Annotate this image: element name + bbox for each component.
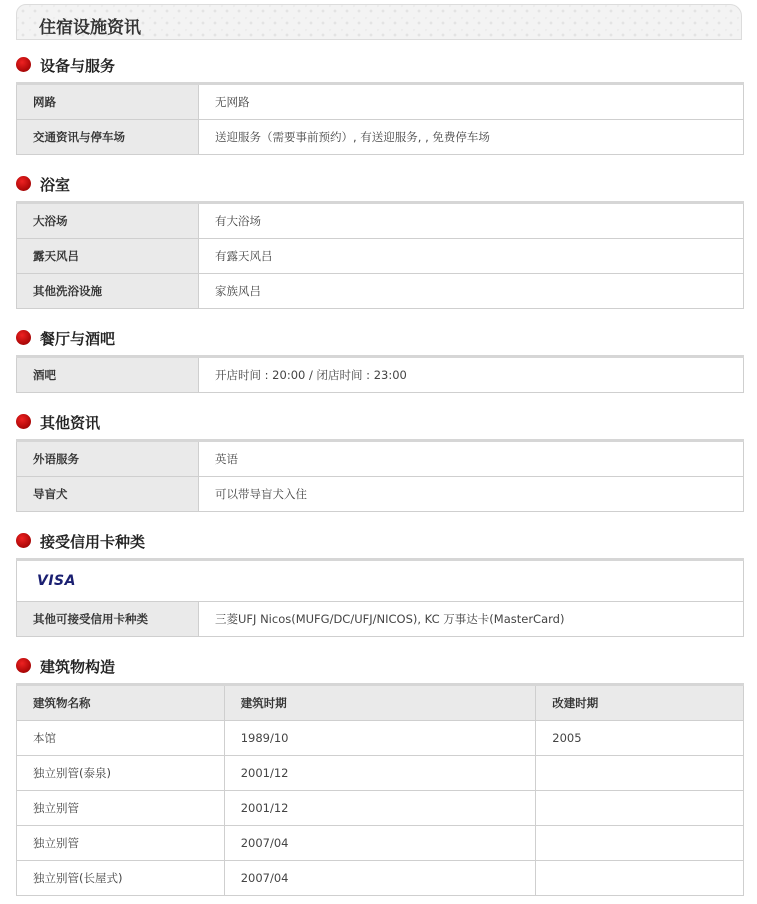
renovated-date	[536, 826, 744, 861]
building-name: 独立别管(泰泉)	[17, 756, 225, 791]
dining-table	[16, 355, 744, 393]
cards-table	[16, 558, 744, 637]
row-value: 三菱UFJ Nicos(MUFG/DC/UFJ/NICOS), KC 万事达卡(MasterCard)	[199, 602, 744, 637]
renovated-date	[536, 791, 744, 826]
built-date: 2001/12	[224, 791, 536, 826]
row-label: 其他可接受信用卡种类	[17, 602, 199, 637]
bullet-dot-icon	[16, 330, 31, 345]
row-value: 家族风吕	[199, 274, 744, 309]
building-name: 本馆	[17, 721, 225, 756]
column-header: 建筑时期	[224, 685, 536, 721]
bullet-dot-icon	[16, 533, 31, 548]
bullet-dot-icon	[16, 57, 31, 72]
bullet-dot-icon	[16, 658, 31, 673]
row-label: 网路	[17, 84, 199, 120]
row-value: 有露天风吕	[199, 239, 744, 274]
row-label: 其他洗浴设施	[17, 274, 199, 309]
table-row	[17, 861, 744, 896]
building-name: 独立别管(长屋式)	[17, 861, 225, 896]
row-label: 交通资讯与停车场	[17, 120, 199, 155]
table-row	[17, 721, 744, 756]
table-row	[17, 441, 744, 477]
row-label: 大浴场	[17, 203, 199, 239]
bullet-dot-icon	[16, 414, 31, 429]
table-row	[17, 84, 744, 120]
table-row	[17, 357, 744, 393]
row-value: 有大浴场	[199, 203, 744, 239]
page-title: 住宿设施资讯	[39, 18, 141, 38]
row-value: 英语	[199, 441, 744, 477]
section-title: 设备与服务	[40, 57, 116, 75]
table-row	[17, 560, 744, 602]
renovated-date	[536, 756, 744, 791]
table-row	[17, 826, 744, 861]
title-bar	[16, 4, 742, 40]
built-date: 2007/04	[224, 861, 536, 896]
section-title: 接受信用卡种类	[40, 533, 146, 551]
row-label: 外语服务	[17, 441, 199, 477]
row-label: 导盲犬	[17, 477, 199, 512]
section-title: 其他资讯	[40, 414, 101, 432]
table-row	[17, 756, 744, 791]
row-value: 送迎服务（需要事前预约）, 有送迎服务, , 免费停车场	[199, 120, 744, 155]
section-title: 餐厅与酒吧	[40, 330, 116, 348]
row-value: 开店时间 : 20:00 / 闭店时间 : 23:00	[199, 357, 744, 393]
built-date: 2001/12	[224, 756, 536, 791]
built-date: 2007/04	[224, 826, 536, 861]
bath-table	[16, 201, 744, 309]
structure-table	[16, 683, 744, 896]
table-row	[17, 602, 744, 637]
table-row	[17, 477, 744, 512]
row-label: 露天风吕	[17, 239, 199, 274]
table-row	[17, 239, 744, 274]
section-title: 建筑物构造	[40, 658, 116, 676]
built-date: 1989/10	[224, 721, 536, 756]
renovated-date: 2005	[536, 721, 744, 756]
building-name: 独立别管	[17, 791, 225, 826]
card-logo-cell	[17, 560, 744, 602]
row-value: 可以带导盲犬入住	[199, 477, 744, 512]
table-row	[17, 791, 744, 826]
section-title: 浴室	[40, 176, 71, 194]
bullet-dot-icon	[16, 176, 31, 191]
column-header: 改建时期	[536, 685, 744, 721]
row-value: 无网路	[199, 84, 744, 120]
building-name: 独立别管	[17, 826, 225, 861]
table-row	[17, 274, 744, 309]
renovated-date	[536, 861, 744, 896]
column-header: 建筑物名称	[17, 685, 225, 721]
row-label: 酒吧	[17, 357, 199, 393]
other-info-table	[16, 439, 744, 512]
table-row	[17, 120, 744, 155]
table-header-row	[17, 685, 744, 721]
table-row	[17, 203, 744, 239]
visa-logo-icon: VISA	[37, 573, 76, 589]
equipment-table	[16, 82, 744, 155]
